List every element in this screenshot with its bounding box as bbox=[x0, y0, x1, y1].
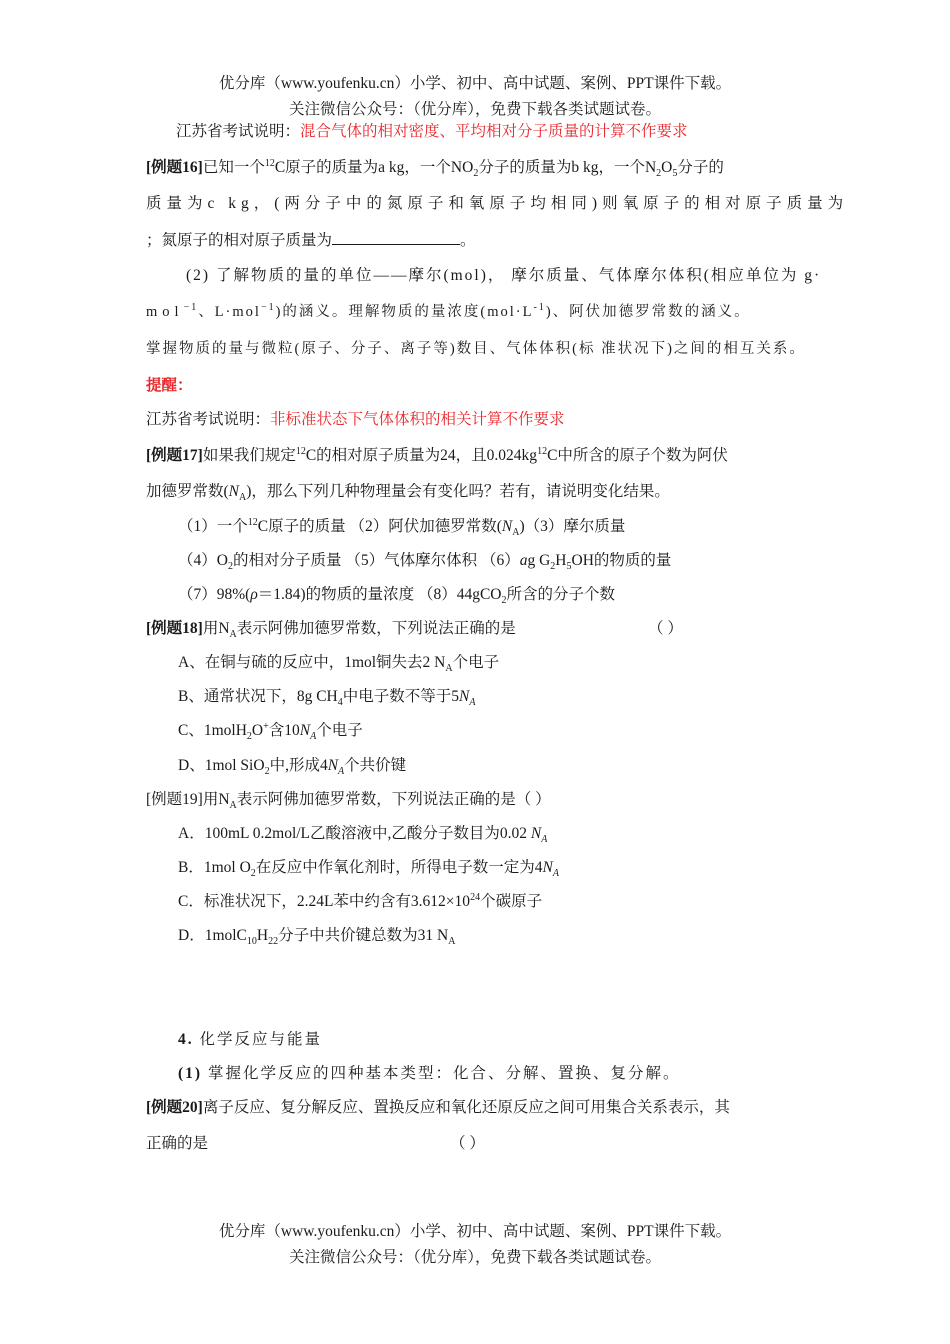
example-20-line-2: 正确的是 bbox=[146, 1135, 209, 1152]
exam-note-1 bbox=[176, 122, 688, 142]
example-17-line-2: 加德罗常数$(N_A)$，那么下列几种物理量会有变化吗？若有，请说明变化结果。 bbox=[146, 483, 670, 504]
example-17-item-row-2: $(4)O_2$的相对分子质量 （5）气体摩尔体积 （6）ag $G_2H_5OH$的物质的量 bbox=[178, 552, 672, 573]
option-a[interactable]: A、在铜与硫的反应中，1mol铜失去2 $N_A$个电子 bbox=[178, 654, 500, 675]
exam-note-label: 江苏省考试说明： bbox=[176, 123, 301, 140]
option-c[interactable]: C、1molH$_2$O+含$10N_A$个电子 bbox=[178, 720, 363, 743]
example-16-line-1: [例题16]已知一个$^{12}$C原子的质量为a kg，一个$NO_2$分子的质量为b kg，一个$N_2O_5$分子的 bbox=[146, 157, 724, 180]
example-19-tag: [例题19] bbox=[146, 791, 203, 808]
example-16-tag: [例题16] bbox=[146, 159, 203, 176]
section-2-line-2: mol$^{-1}$、L·mol$^{-1}$)的涵义。理解物质的量浓度$(mol\cdot L^{-1})$、阿伏加德罗常数的涵义。 bbox=[146, 302, 751, 320]
section-4-title: 4. 化学反应与能量 bbox=[178, 1031, 323, 1048]
footer-line-2: 关注微信公众号：（优分库），免费下载各类试题试卷。 bbox=[288, 1249, 661, 1266]
answer-paren[interactable]: （ ） bbox=[648, 620, 683, 637]
example-17-item-row-1: （1）一个$^{12}$C原子的质量 （2）阿伏加德罗常数$(N_A)(3)$摩尔质量 bbox=[178, 516, 626, 539]
header-line-1: 优分库（www.youfenku.cn）小学、初中、高中试题、案例、PPT课件下载。 bbox=[218, 75, 732, 92]
option-b[interactable]: B、通常状况下，8g $CH_4$中电子数不等于$5N_A$ bbox=[178, 688, 476, 709]
answer-paren[interactable]: （ ） bbox=[450, 1135, 485, 1152]
example-17-tag: [例题17] bbox=[146, 447, 203, 464]
option-c[interactable]: C．标准状况下，2.24L苯中约含有$3.612\times 10^{24}$个碳原子 bbox=[178, 891, 543, 910]
example-20-tag: [例题20] bbox=[146, 1099, 203, 1116]
option-d[interactable]: D、1mol SiO$_2$中,形成$4N_A$个共价键 bbox=[178, 757, 407, 778]
header-line-2: 关注微信公众号：（优分库），免费下载各类试题试卷。 bbox=[288, 101, 661, 118]
example-18-tag: [例题18] bbox=[146, 620, 203, 637]
option-d[interactable]: D．$1molC_{10}H_{22}$分子中共价键总数为31 $N_A$ bbox=[178, 927, 456, 948]
example-20-line-1: [例题20]离子反应、复分解反应、置换反应和氧化还原反应之间可用集合关系表示，其 bbox=[146, 1099, 730, 1116]
section-2-line-1: (2) 了解物质的量的单位——摩尔(mol)， 摩尔质量、气体摩尔体积(相应单位为 g· bbox=[186, 267, 822, 284]
exam-note-2: 江苏省考试说明：非标准状态下气体体积的相关计算不作要求 bbox=[146, 411, 565, 428]
example-18-stem: [例题18]用$N_A$表示阿佛加德罗常数，下列说法正确的是 bbox=[146, 620, 516, 641]
reminder-label: 提醒： bbox=[146, 377, 193, 394]
footer-line-1: 优分库（www.youfenku.cn）小学、初中、高中试题、案例、PPT课件下载。 bbox=[218, 1223, 732, 1240]
example-17-line-1: [例题17]如果我们规定$^{12}$C的相对原子质量为24，且$0.024kg^{12}C$中所含的原子个数为阿伏 bbox=[146, 445, 728, 464]
example-17-item-row-3: （7）98%(ρ＝1.84)的物质的量浓度 （8）44gCO$_2$所含的分子个数 bbox=[178, 586, 615, 607]
example-16-line-3: ；氮原子的相对原子质量为 。 bbox=[146, 232, 476, 249]
section-4-1-text: (1) 掌握化学反应的四种基本类型：化合、分解、置换、复分解。 bbox=[178, 1065, 681, 1082]
option-b[interactable]: B．1mol $O_2$在反应中作氧化剂时，所得电子数一定为$4N_A$ bbox=[178, 859, 559, 880]
section-2-line-3: 掌握物质的量与微粒(原子、分子、离子等)数目、气体体积(标 准状况下)之间的相互关系。 bbox=[146, 341, 806, 357]
example-19-stem: [例题19]用$N_A$表示阿佛加德罗常数，下列说法正确的是（ ） bbox=[146, 791, 551, 812]
answer-blank[interactable] bbox=[332, 230, 460, 245]
exam-note-text: 混合气体的相对密度、平均相对分子质量的计算不作要求 bbox=[300, 123, 688, 140]
example-16-line-2: 质量为c kg，(两分子中的氮原子和氧原子均相同)则氧原子的相对原子质量为 bbox=[146, 195, 849, 212]
option-a[interactable]: A．100mL 0.2mol/L乙酸溶液中,乙酸分子数目为0.02 $N_A$ bbox=[178, 825, 548, 846]
